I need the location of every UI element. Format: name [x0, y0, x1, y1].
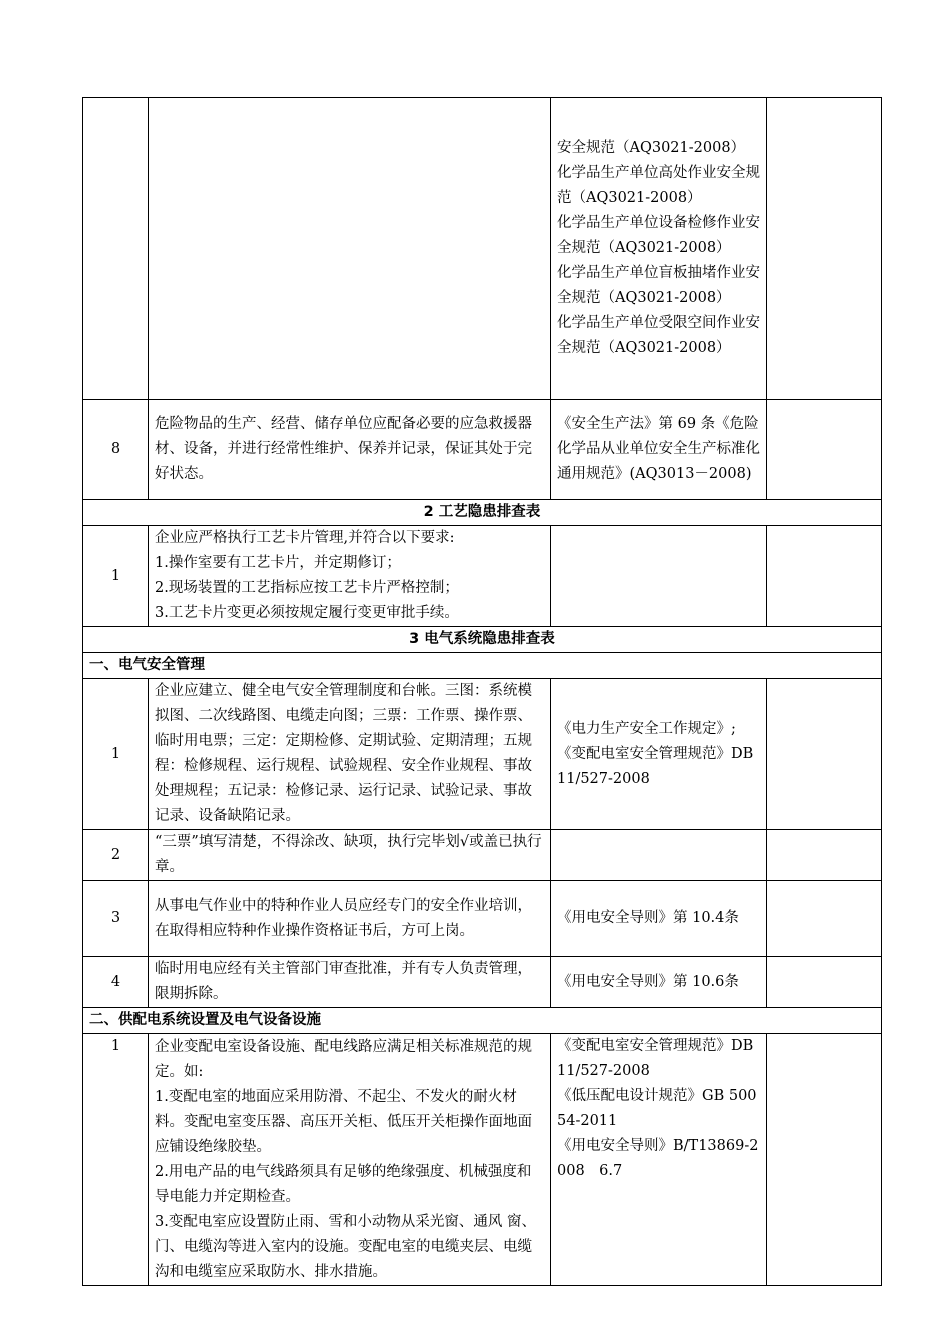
- subsection-row: [83, 653, 882, 679]
- row-number: [83, 98, 149, 400]
- basis-line: 化学品生产单位盲板抽堵作业安全规范（AQ3021-2008）: [557, 265, 760, 306]
- basis-line: 《低压配电设计规范》GB 50054-2011: [557, 1088, 757, 1129]
- item-content: 从事电气作业中的特种作业人员应经专门的安全作业培训，在取得相应特种作业操作资格证书后，方可上岗。: [149, 881, 551, 957]
- row-number: 8: [83, 400, 149, 500]
- basis-line: 《用电安全导则》B/T13869-2008 6.7: [557, 1138, 759, 1179]
- section-title-row: [83, 500, 882, 526]
- remark-cell: [767, 830, 882, 881]
- table-row: [83, 957, 882, 1008]
- item-content: [149, 98, 551, 400]
- table-row: [83, 830, 882, 881]
- row-number: 3: [83, 881, 149, 957]
- row-number: 4: [83, 957, 149, 1008]
- content-line: 企业变配电室设备设施、配电线路应满足相关标准规范的规定。如:: [155, 1038, 532, 1080]
- item-content: 危险物品的生产、经营、储存单位应配备必要的应急救援器材、设备，并进行经常性维护、保养并记录，保证其处于完好状态。: [149, 400, 551, 500]
- remark-cell: [767, 98, 882, 400]
- basis-line: 化学品生产单位高处作业安全规范（AQ3021-2008）: [557, 165, 760, 206]
- table-row: [83, 400, 882, 500]
- remark-cell: [767, 1034, 882, 1286]
- remark-cell: [767, 400, 882, 500]
- content-line: 企业应严格执行工艺卡片管理,并符合以下要求:: [155, 530, 455, 546]
- basis-cell: [551, 98, 767, 400]
- basis-line: 化学品生产单位受限空间作业安全规范（AQ3021-2008）: [557, 315, 760, 356]
- basis-cell: [551, 526, 767, 627]
- item-content: 临时用电应经有关主管部门审查批准，并有专人负责管理，限期拆除。: [149, 957, 551, 1008]
- content-line: 2.用电产品的电气线路须具有足够的绝缘强度、机械强度和导电能力并定期检查。: [155, 1163, 532, 1205]
- table-row: [83, 1034, 882, 1286]
- basis-cell: [551, 830, 767, 881]
- row-number: 1: [83, 1034, 149, 1286]
- section-title: 3 电气系统隐患排查表: [83, 627, 882, 653]
- content-line: 3.工艺卡片变更必须按规定履行变更审批手续。: [155, 605, 459, 621]
- basis-cell: [551, 1034, 767, 1286]
- content-line: 2.现场装置的工艺指标应按工艺卡片严格控制；: [155, 580, 459, 596]
- content-line: 1.变配电室的地面应采用防滑、不起尘、不发火的耐火材料。变配电室变压器、高压开关柜、低压开关柜操作面地面应铺设绝缘胶垫。: [155, 1088, 532, 1155]
- table-row: [83, 679, 882, 830]
- hazard-inspection-table: [82, 97, 882, 1286]
- row-number: 2: [83, 830, 149, 881]
- section-title: 2 工艺隐患排查表: [83, 500, 882, 526]
- section-title-row: [83, 627, 882, 653]
- remark-cell: [767, 881, 882, 957]
- basis-line: 化学品生产单位设备检修作业安全规范（AQ3021-2008）: [557, 215, 760, 256]
- item-content: 企业应建立、健全电气安全管理制度和台帐。三图：系统模拟图、二次线路图、电缆走向图；三票：工作票、操作票、临时用电票；三定：定期检修、定期试验、定期清理；五规程：检修规程、运行规程、试验规程、安全作业规程、事故处理规程；五记录：检修记录、运行记录、试验记录、事故记录、设备缺陷记录。: [149, 679, 551, 830]
- table-row: [83, 98, 882, 400]
- remark-cell: [767, 526, 882, 627]
- basis-line: 安全规范（AQ3021-2008）: [557, 140, 746, 156]
- table-row: [83, 881, 882, 957]
- basis-line: 《变配电室安全管理规范》DB11/527-2008: [557, 1038, 754, 1079]
- content-line: 3.变配电室应设置防止雨、雪和小动物从采光窗、通风 窗、门、电缆沟等进入室内的设施。变配电室的电缆夹层、电缆沟和电缆室应采取防水、排水措施。: [155, 1213, 536, 1280]
- subsection-heading: 二、供配电系统设置及电气设备设施: [83, 1008, 882, 1034]
- subsection-heading: 一、电气安全管理: [83, 653, 882, 679]
- item-content: [149, 526, 551, 627]
- remark-cell: [767, 679, 882, 830]
- item-content: “三票”填写清楚，不得涂改、缺项，执行完毕划√或盖已执行章。: [149, 830, 551, 881]
- remark-cell: [767, 957, 882, 1008]
- subsection-row: [83, 1008, 882, 1034]
- table-row: [83, 526, 882, 627]
- content-line: 1.操作室要有工艺卡片，并定期修订；: [155, 555, 401, 571]
- item-content: [149, 1034, 551, 1286]
- basis-cell: 《用电安全导则》第 10.6条: [551, 957, 767, 1008]
- row-number: 1: [83, 679, 149, 830]
- basis-cell: 《用电安全导则》第 10.4条: [551, 881, 767, 957]
- basis-cell: 《安全生产法》第 69 条《危险化学品从业单位安全生产标准化通用规范》(AQ3013－2008): [551, 400, 767, 500]
- basis-cell: 《电力生产安全工作规定》;《变配电室安全管理规范》DB11/527-2008: [551, 679, 767, 830]
- row-number: 1: [83, 526, 149, 627]
